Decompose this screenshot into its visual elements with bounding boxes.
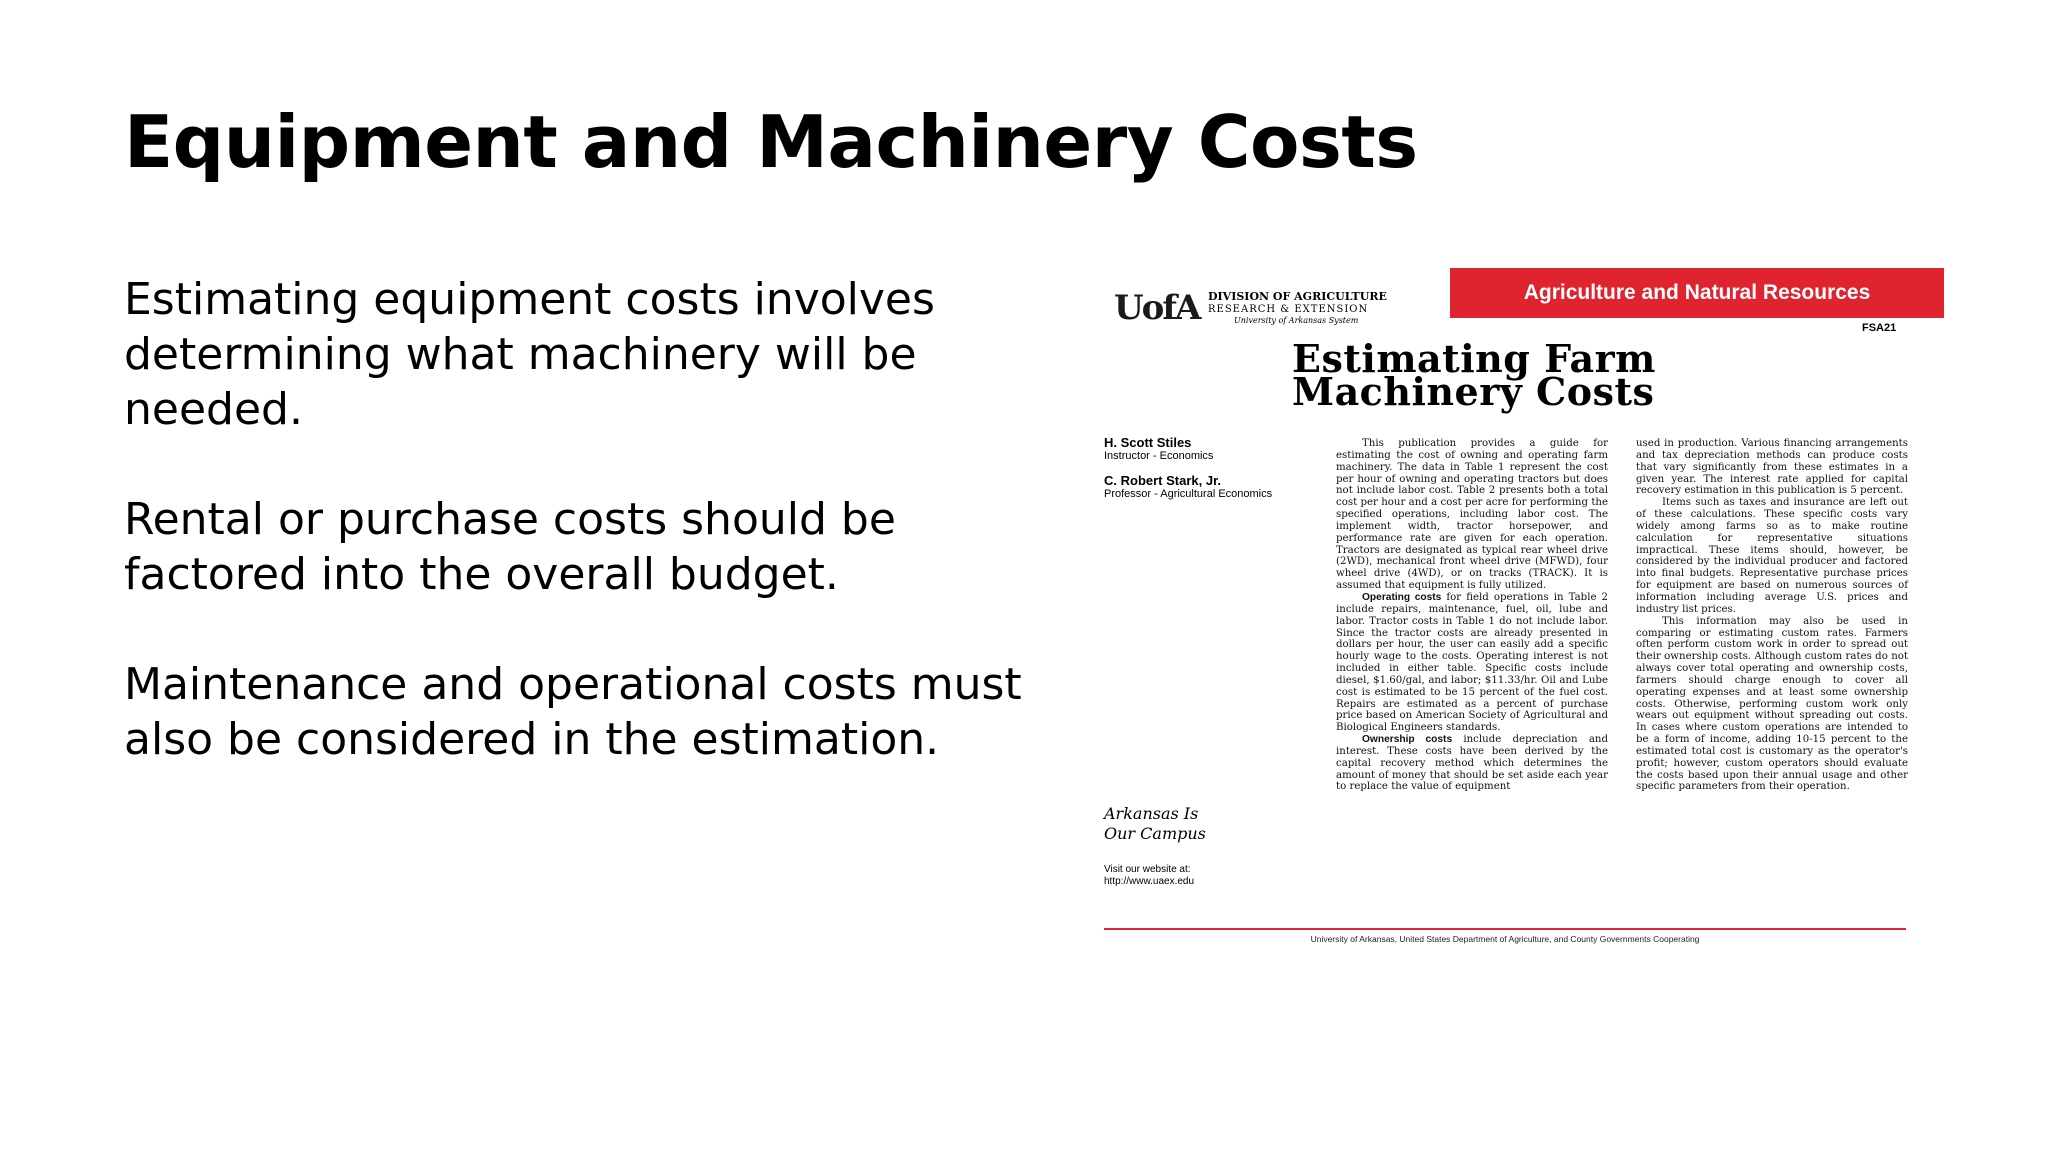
- paragraph-lead: Operating costs: [1362, 591, 1442, 603]
- footer-divider: [1104, 928, 1906, 930]
- website-label: Visit our website at:: [1104, 864, 1191, 875]
- division-system: University of Arkansas System: [1234, 316, 1359, 325]
- body-paragraph: Estimating equipment costs involves determining what machinery will be needed.: [124, 274, 935, 435]
- text-column-1: [1336, 438, 1608, 793]
- author-name: C. Robert Stark, Jr.: [1104, 473, 1222, 488]
- author-role: Instructor - Economics: [1104, 450, 1214, 462]
- authors: [1104, 436, 1284, 512]
- author-role: Professor - Agricultural Economics: [1104, 488, 1273, 500]
- uofa-logo: [1114, 276, 1414, 326]
- column-paragraph: This information may also be used in comparing or estimating custom rates. Farmers often perform custom work in order to spread out their ownership costs. Although custom rates do not always cover total operating and ownership costs, farmers should charge enough to cover all operating expenses and at least some ownership costs. Otherwise, performing custom work only wears out equipment without spreading out costs. In cases where custom operations are intended to be a form of income, adding 10-15 percent to the estimated total cost is customary as the operator's profit; however, custom operators should evaluate the costs based upon their annual usage and other specific parameters from their operation.: [1636, 615, 1908, 793]
- publication-code: FSA21: [1862, 322, 1897, 334]
- author-name: H. Scott Stiles: [1104, 435, 1192, 450]
- publication-title: [1292, 336, 1656, 414]
- tagline-line: Our Campus: [1104, 824, 1206, 843]
- campus-tagline: [1104, 804, 1206, 844]
- paragraph-lead: Ownership costs: [1362, 734, 1453, 746]
- paragraph-body: include depreciation and interest. These costs have been derived by the capital recovery method which determines the amount of money that should be set aside each year to replace the value of equipment: [1336, 734, 1608, 793]
- author: [1104, 474, 1284, 500]
- division-subtitle: RESEARCH & EXTENSION: [1208, 304, 1369, 315]
- banner: Agriculture and Natural Resources: [1450, 268, 1944, 318]
- column-paragraph: [1336, 592, 1608, 734]
- column-paragraph: Items such as taxes and insurance are left out of these calculations. These specific costs vary widely among farms so as to make routine calculation for representative situations impractical. These items should, however, be considered by the individual producer and factored into final budgets. Representative purchase prices for equipment are based on numerous sources of information including average U.S. prices and industry list prices.: [1636, 497, 1908, 615]
- column-paragraph: This publication provides a guide for estimating the cost of owning and operating farm machinery. The data in Table 1 represent the cost per hour of owning and operating tractors but does not include labor cost. Table 2 presents both a total cost per hour and a cost per acre for performing the specified operations, including labor cost. The implement width, tractor horsepower, and performance rate are given for each operation. Tractors are designated as typical rear wheel drive (2WD), mechanical front wheel drive (MFWD), four wheel drive (4WD), or on tracks (TRACK). It is assumed that equipment is fully utilized.: [1336, 438, 1608, 592]
- title-line: Machinery Costs: [1292, 369, 1655, 414]
- publication-image: [1096, 262, 1958, 954]
- author: [1104, 436, 1284, 462]
- slide-title: Equipment and Machinery Costs: [124, 100, 1418, 184]
- body-paragraph: Rental or purchase costs should be factored into the overall budget.: [124, 494, 896, 600]
- column-paragraph: [1336, 734, 1608, 793]
- text-column-2: [1636, 438, 1908, 793]
- footer-text: University of Arkansas, United States Department of Agriculture, and County Governments Cooperating: [1310, 934, 1700, 944]
- website-url: http://www.uaex.edu: [1104, 876, 1195, 887]
- title-line: Estimating Farm: [1292, 336, 1656, 381]
- division-name: DIVISION OF AGRICULTURE: [1208, 290, 1387, 303]
- body-paragraph: Maintenance and operational costs must also be considered in the estimation.: [124, 659, 1022, 765]
- slide-body: [124, 272, 1024, 822]
- paragraph-body: for field operations in Table 2 include repairs, maintenance, fuel, oil, lube and labor. Tractor costs in Table 1 do not include labor. Since the tractor costs are already presented in dollars per hour, the user can easily add a specific hourly wage to the costs. Operating interest is not included in either table. Specific costs include diesel, $1.60/gal, and labor; $11.33/hr. Oil and Lube cost is estimated to be 15 percent of the fuel cost. Repairs are estimated as a percent of purchase price based on American Society of Agricultural and Biological Engineers standards.: [1336, 591, 1608, 734]
- uofa-mark: UofA: [1114, 288, 1200, 328]
- column-paragraph: used in production. Various financing arrangements and tax depreciation methods can produce costs that vary significantly from these estimates in a given year. The interest rate applied for capital recovery estimation in this publication is 5 percent.: [1636, 438, 1908, 497]
- website-note: [1104, 864, 1194, 888]
- tagline-line: Arkansas Is: [1104, 804, 1199, 823]
